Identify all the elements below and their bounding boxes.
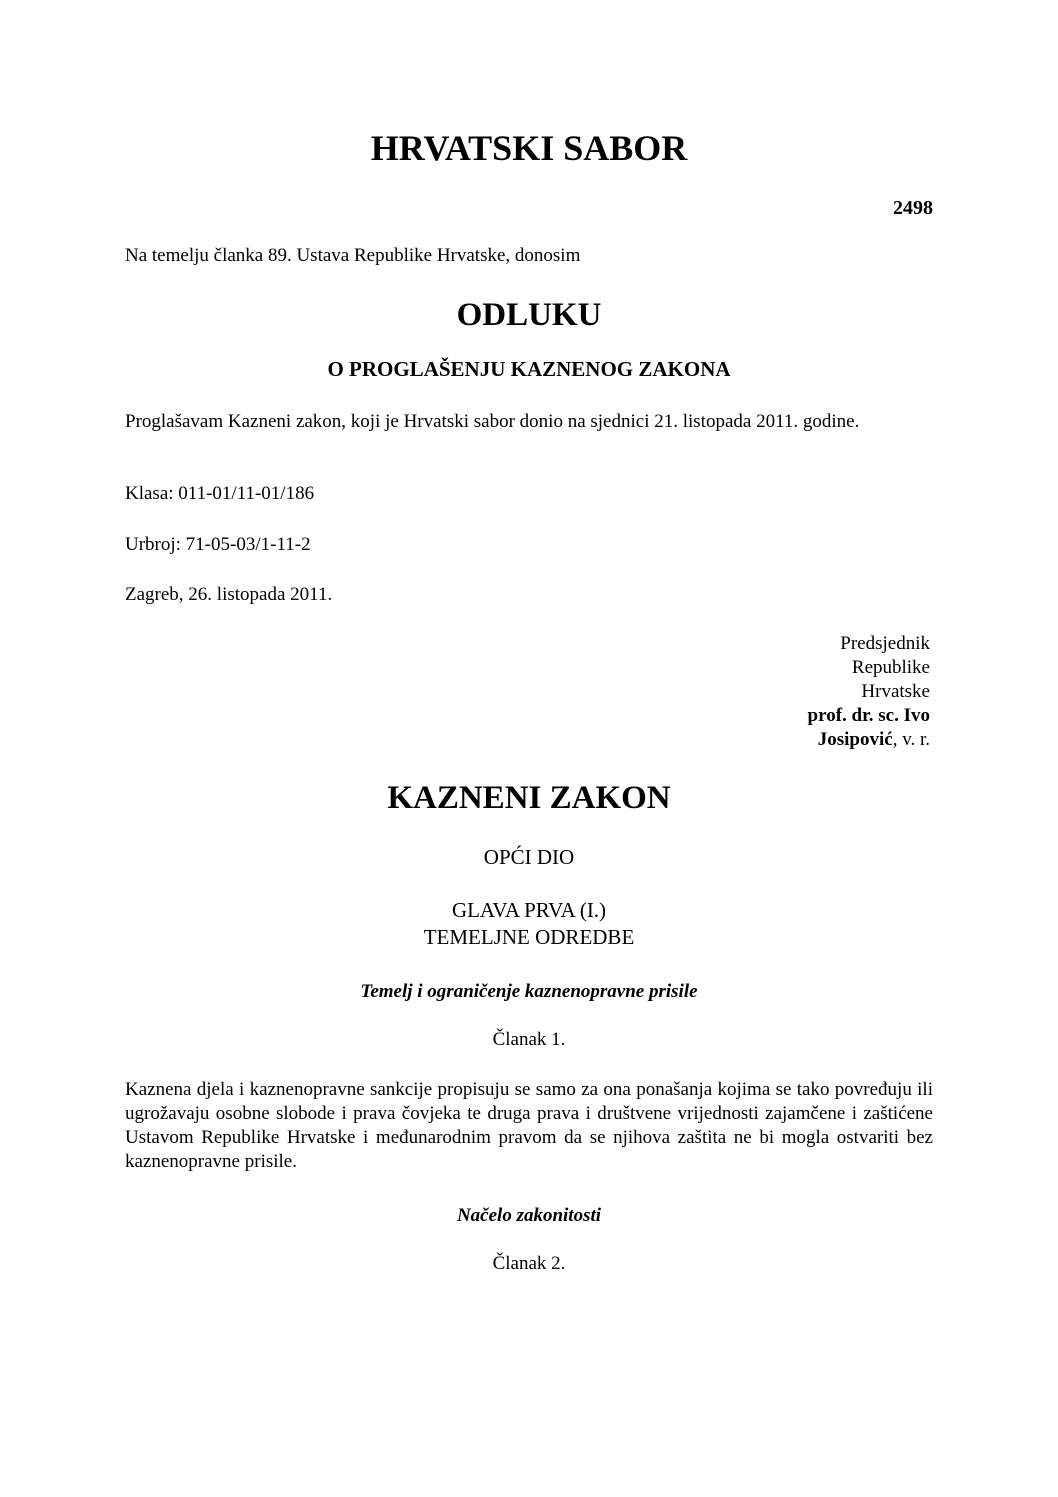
place-date: Zagreb, 26. listopada 2011.	[125, 584, 333, 605]
document-header-title: HRVATSKI SABOR	[370, 128, 688, 168]
signatory-name-line2	[770, 728, 930, 752]
section-heading: Temelj i ograničenje kaznenopravne prisile	[360, 981, 698, 1002]
article-label: Članak 2.	[492, 1253, 566, 1274]
decision-subtitle: O PROGLAŠENJU KAZNENOG ZAKONA	[327, 357, 731, 381]
article-text: Kaznena djela i kaznenopravne sankcije propisuju se samo za ona ponašanja kojima se tako povređuju ili ugrožavaju osobne slobode i prava čovjeka te druga prava i društvene vrijednosti zajamčene i zaštićene Ustavom Republike Hrvatske i međunarodnim pravom da se njihova zaštita ne bi mogla ostvariti bez kaznenopravne prisile.	[125, 1079, 933, 1172]
section-heading: Načelo zakonitosti	[456, 1205, 602, 1226]
decision-text: Proglašavam Kazneni zakon, koji je Hrvatski sabor donio na sjednici 21. listopada 2011. godine.	[125, 411, 860, 432]
signatory-suffix: , v. r.	[892, 729, 930, 750]
decision-title: ODLUKU	[456, 297, 602, 333]
signature-block	[770, 632, 930, 752]
intro-text: Na temelju članka 89. Ustava Republike Hrvatske, donosim	[125, 245, 581, 266]
law-part: OPĆI DIO	[483, 845, 575, 869]
signature-line: Predsjednik	[840, 633, 930, 654]
chapter-title: TEMELJNE ODREDBE	[423, 925, 635, 949]
signature-line: Republike	[851, 657, 930, 678]
signatory-surname: Josipović	[817, 729, 893, 750]
signature-line: Hrvatske	[861, 681, 930, 702]
signatory-name: prof. dr. sc. Ivo	[807, 705, 930, 726]
gazette-number: 2498	[893, 197, 933, 219]
law-title: KAZNENI ZAKON	[387, 780, 671, 816]
klasa: Klasa: 011-01/11-01/186	[125, 483, 315, 504]
urbroj: Urbroj: 71-05-03/1-11-2	[125, 534, 311, 555]
article-label: Članak 1.	[492, 1029, 566, 1050]
chapter-number: GLAVA PRVA (I.)	[451, 898, 607, 922]
